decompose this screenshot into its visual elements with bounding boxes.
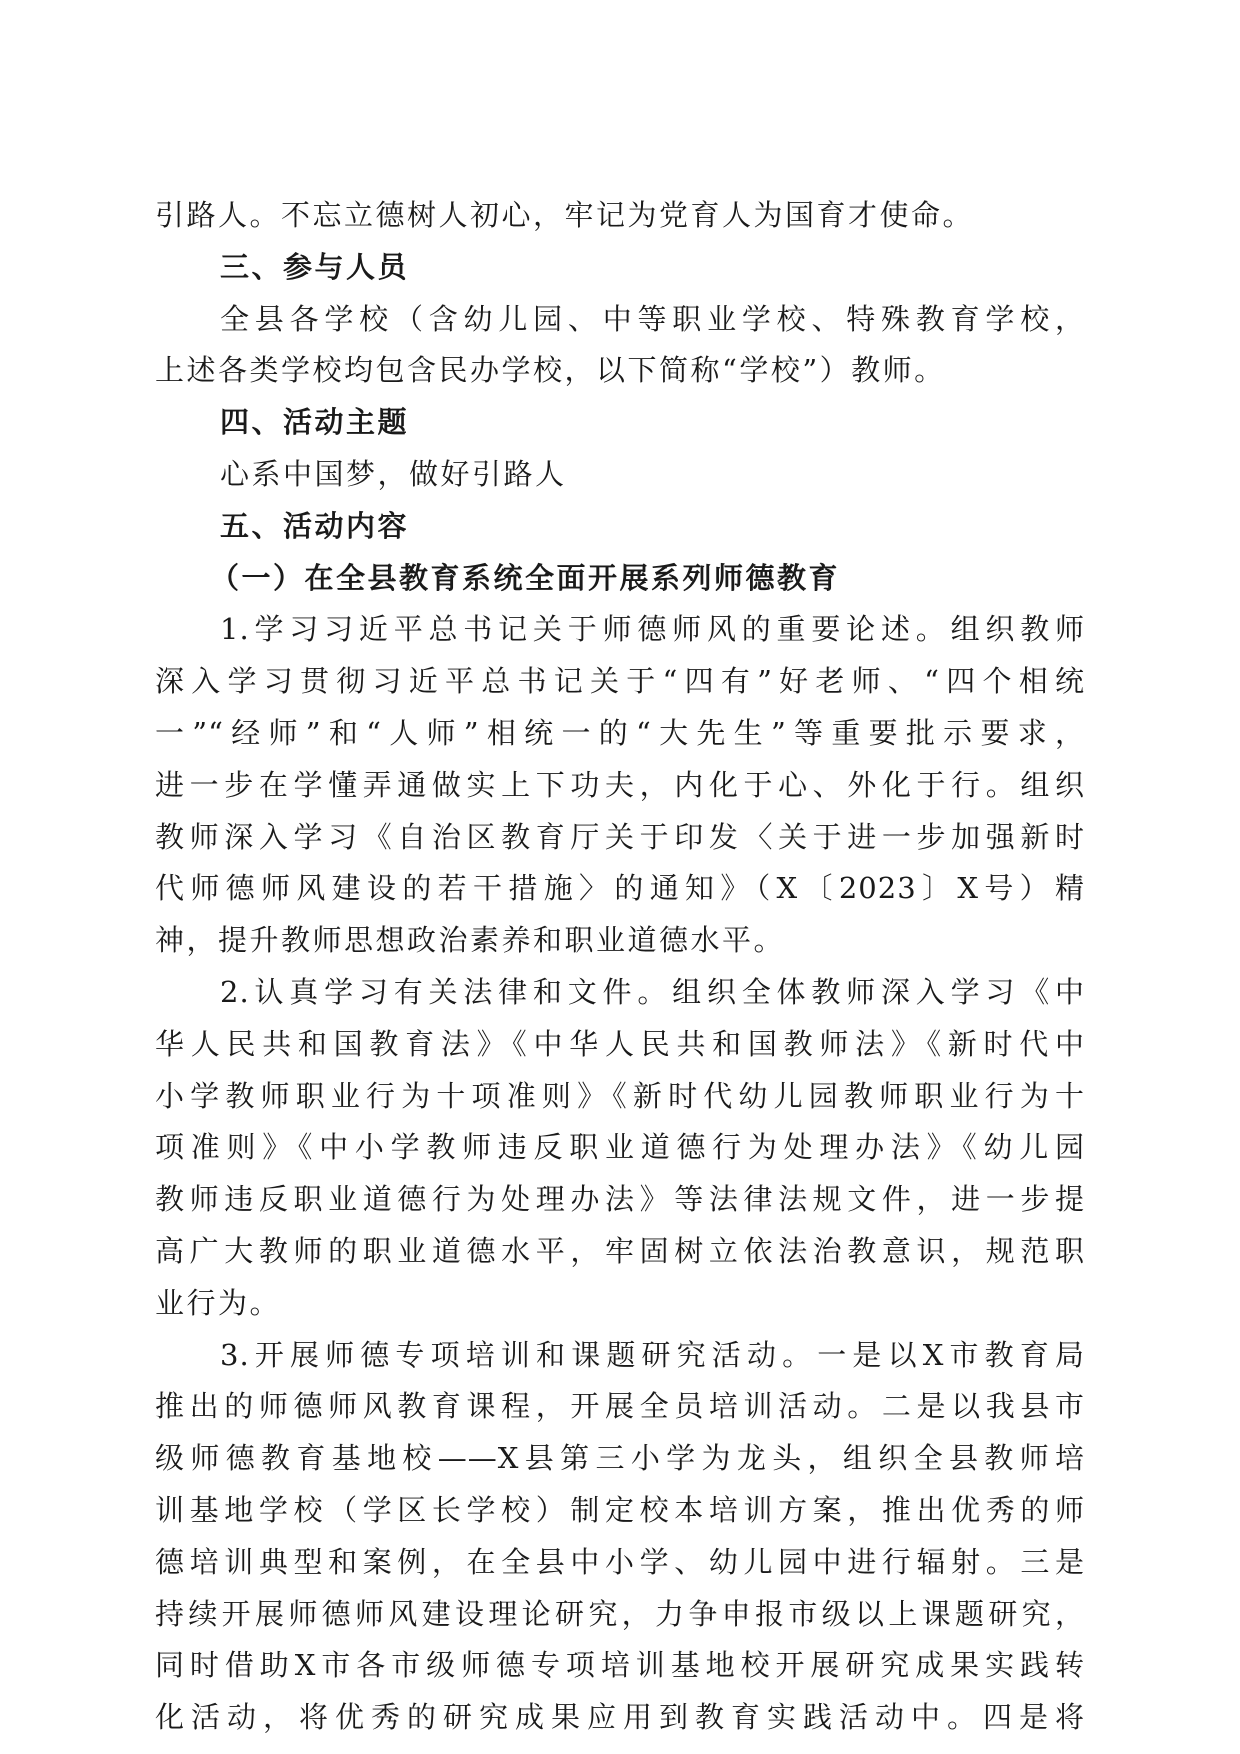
paragraph-line: 持续开展师德师风建设理论研究，力争申报市级以上课题研究， (155, 1596, 1085, 1631)
section-heading: 五、活动内容 (220, 508, 410, 543)
paragraph-first-line: 3.开展师德专项培训和课题研究活动。一是以X市教育局 (220, 1337, 1085, 1372)
paragraph-line: 代师德师风建设的若干措施〉的通知》（X〔2023〕X号）精 (155, 871, 1085, 906)
paragraph-line: 一”“经师”和“人师”相统一的“大先生”等重要批示要求， (155, 715, 1085, 750)
paragraph-line: 业行为。 (155, 1285, 282, 1320)
paragraph-line: 同时借助X市各市级师德专项培训基地校开展研究成果实践转 (155, 1648, 1085, 1683)
paragraph-line: 神，提升教师思想政治素养和职业道德水平。 (155, 923, 786, 958)
paragraph-first-line: 2.认真学习有关法律和文件。组织全体教师深入学习《中 (220, 974, 1085, 1009)
paragraph-line: 德培训典型和案例，在全县中小学、幼儿园中进行辐射。三是 (155, 1544, 1085, 1579)
paragraph-line: 引路人。不忘立德树人初心，牢记为党育人为国育才使命。 (155, 198, 975, 232)
paragraph-line: 推出的师德师风教育课程，开展全员培训活动。二是以我县市 (155, 1389, 1085, 1424)
paragraph-line: 项准则》《中小学教师违反职业道德行为处理办法》《幼儿园 (155, 1130, 1085, 1165)
paragraph-line: 级师德教育基地校——X县第三小学为龙头，组织全县教师培 (155, 1441, 1085, 1476)
paragraph-line: 小学教师职业行为十项准则》《新时代幼儿园教师职业行为十 (155, 1078, 1085, 1113)
section-heading: 三、参与人员 (220, 249, 410, 284)
paragraph-line: 训基地学校（学区长学校）制定校本培训方案，推出优秀的师 (155, 1492, 1085, 1527)
paragraph-line: 华人民共和国教育法》《中华人民共和国教师法》《新时代中 (155, 1026, 1085, 1061)
subsection-heading: （一）在全县教育系统全面开展系列师德教育 (210, 560, 841, 595)
paragraph-first-line: 1.学习习近平总书记关于师德师风的重要论述。组织教师 (220, 612, 1085, 647)
paragraph-first-line: 全县各学校（含幼儿园、中等职业学校、特殊教育学校， (220, 301, 1085, 336)
paragraph-line: 化活动，将优秀的研究成果应用到教育实践活动中。四是将 (155, 1700, 1085, 1735)
document-body (155, 190, 1085, 1744)
theme-line: 心系中国梦，做好引路人 (220, 456, 567, 491)
paragraph-line: 教师深入学习《自治区教育厅关于印发〈关于进一步加强新时 (155, 819, 1085, 854)
paragraph-line: 进一步在学懂弄通做实上下功夫，内化于心、外化于行。组织 (155, 767, 1085, 802)
paragraph-line: 上述各类学校均包含民办学校，以下简称“学校”）教师。 (155, 353, 946, 388)
paragraph-line: 教师违反职业道德行为处理办法》等法律法规文件，进一步提 (155, 1182, 1085, 1217)
section-heading: 四、活动主题 (220, 405, 410, 440)
paragraph-line: 高广大教师的职业道德水平，牢固树立依法治教意识，规范职 (155, 1233, 1085, 1268)
paragraph-line: 深入学习贯彻习近平总书记关于“四有”好老师、“四个相统 (155, 664, 1085, 699)
